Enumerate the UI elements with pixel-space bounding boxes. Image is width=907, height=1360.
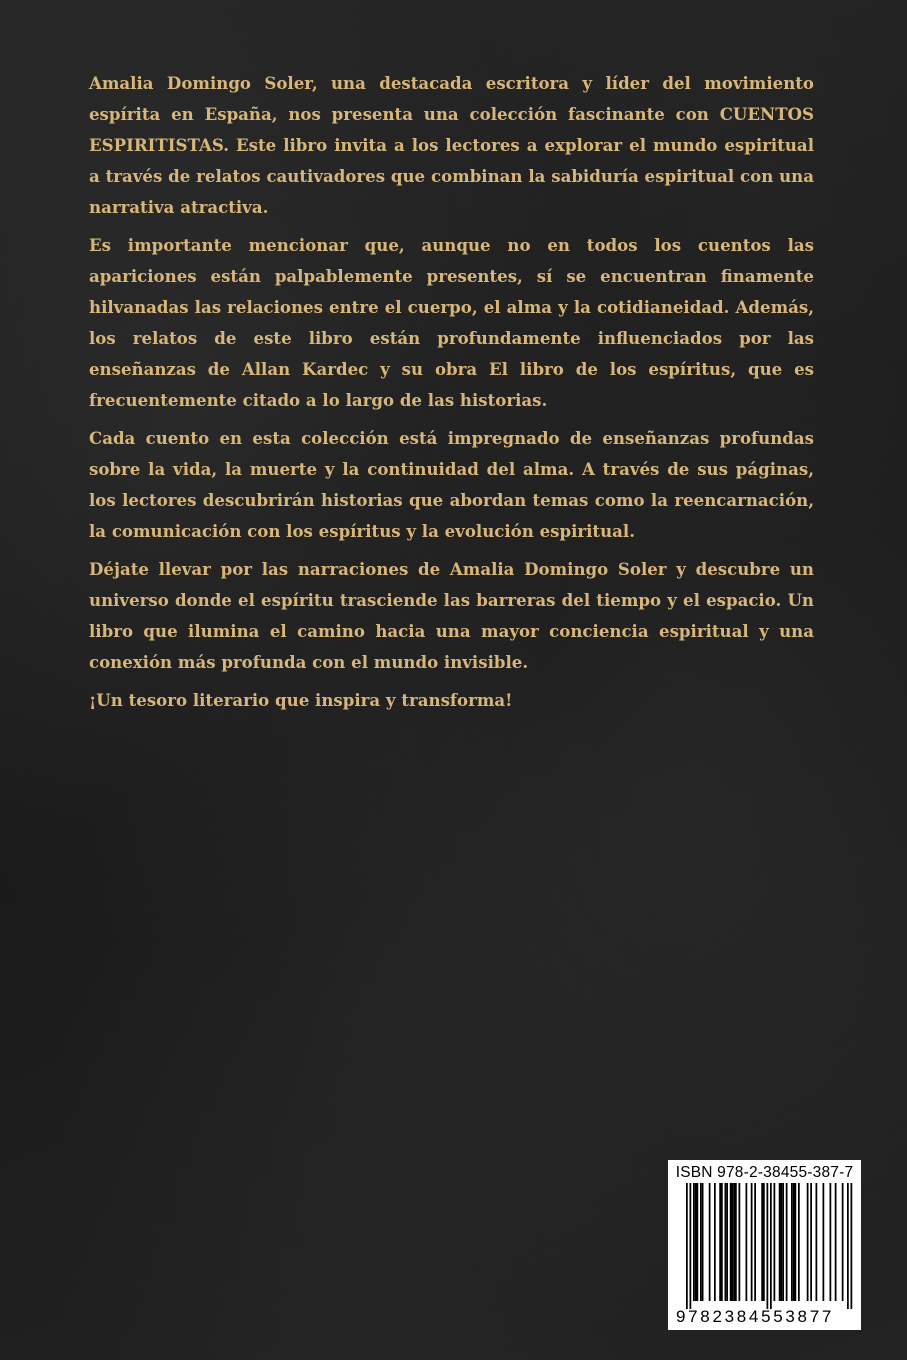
barcode-bar: [695, 1183, 697, 1301]
barcode-bar: [761, 1183, 763, 1301]
barcode-bar: [719, 1183, 721, 1301]
barcode-bar: [693, 1183, 695, 1301]
barcode-bar: [702, 1183, 704, 1301]
paragraph-intro: Amalia Domingo Soler, una destacada escritora y líder del movimiento espírita en España, nos presenta una colección fascinante con CUENTOS ESPIRITISTAS. Este libro invita a los lectores a explorar el mundo espiritual a través de relatos cautivadores que combinan la sabiduría espiritual con una narrativa atractiva.: [89, 73, 814, 217]
barcode-bar: [781, 1183, 783, 1301]
barcode-bar: [767, 1183, 769, 1309]
barcode-bar: [709, 1183, 711, 1301]
paragraph-invitation: Déjate llevar por las narraciones de Amalia Domingo Soler y descubre un universo donde el espíritu trasciende las barreras del tiempo y el espacio. Un libro que ilumina el camino hacia una mayor conciencia espiritual y una conexión más profunda con el mundo invisible.: [89, 559, 814, 672]
paragraph-tagline: ¡Un tesoro literario que inspira y transforma!: [89, 690, 513, 710]
barcode-bar: [690, 1183, 692, 1309]
barcode-bar: [779, 1183, 781, 1301]
barcode-bar: [697, 1183, 699, 1301]
barcode-bar: [714, 1183, 716, 1301]
back-cover-blurb: [89, 68, 814, 723]
barcode-bar: [721, 1183, 723, 1301]
barcode-bar: [842, 1183, 844, 1301]
barcode-bar: [732, 1183, 734, 1301]
barcode-bar: [798, 1183, 800, 1301]
paragraph-teachings: Cada cuento en esta colección está impregnado de enseñanzas profundas sobre la vida, la muerte y la continuidad del alma. A través de sus páginas, los lectores descubrirán historias que abordan temas como la reencarnación, la comunicación con los espíritus y la evolución espiritual.: [89, 428, 814, 541]
barcode-bar: [700, 1183, 702, 1301]
barcode-bar: [733, 1183, 735, 1301]
barcode-bar: [793, 1183, 795, 1301]
isbn-barcode: [668, 1160, 861, 1330]
barcode-bar: [830, 1183, 832, 1301]
barcode-bar: [735, 1183, 737, 1301]
ean-digits: 9782384553877: [676, 1307, 835, 1326]
paragraph-apparitions: Es importante mencionar que, aunque no en todos los cuentos las apariciones están palpablemente presentes, sí se encuentran finamente hilvanadas las relaciones entre el cuerpo, el alma y la cotidianeidad. Además, los relatos de este libro están profundamente influenciados por las enseñanzas de Allan Kardec y su obra El libro de los espíritus, que es frecuentemente citado a lo largo de las historias.: [89, 235, 814, 410]
barcode-bar: [730, 1183, 732, 1301]
barcode-bar: [847, 1183, 849, 1309]
barcode-bar: [763, 1183, 765, 1301]
barcode-bar: [746, 1183, 748, 1301]
barcode-bar: [774, 1183, 776, 1301]
barcode-bar: [791, 1183, 793, 1301]
barcode-bar: [786, 1183, 788, 1301]
barcode-bar: [686, 1183, 688, 1309]
barcode-bar: [835, 1183, 837, 1301]
barcode-bar: [795, 1183, 797, 1301]
barcode-bar: [851, 1183, 853, 1309]
barcode-bar: [754, 1183, 756, 1301]
barcode-bar: [782, 1183, 784, 1301]
barcode-bar: [726, 1183, 728, 1301]
barcode-bar: [739, 1183, 741, 1301]
barcode-bar: [823, 1183, 825, 1301]
barcode-bar: [751, 1183, 753, 1301]
barcode-bar: [725, 1183, 727, 1301]
barcode-bar: [770, 1183, 772, 1309]
barcode-bar: [810, 1183, 812, 1301]
isbn-label: ISBN 978-2-38455-387-7: [675, 1164, 854, 1181]
barcode-bar: [807, 1183, 809, 1301]
barcode-bars: [674, 1183, 855, 1311]
barcode-bar: [816, 1183, 818, 1301]
